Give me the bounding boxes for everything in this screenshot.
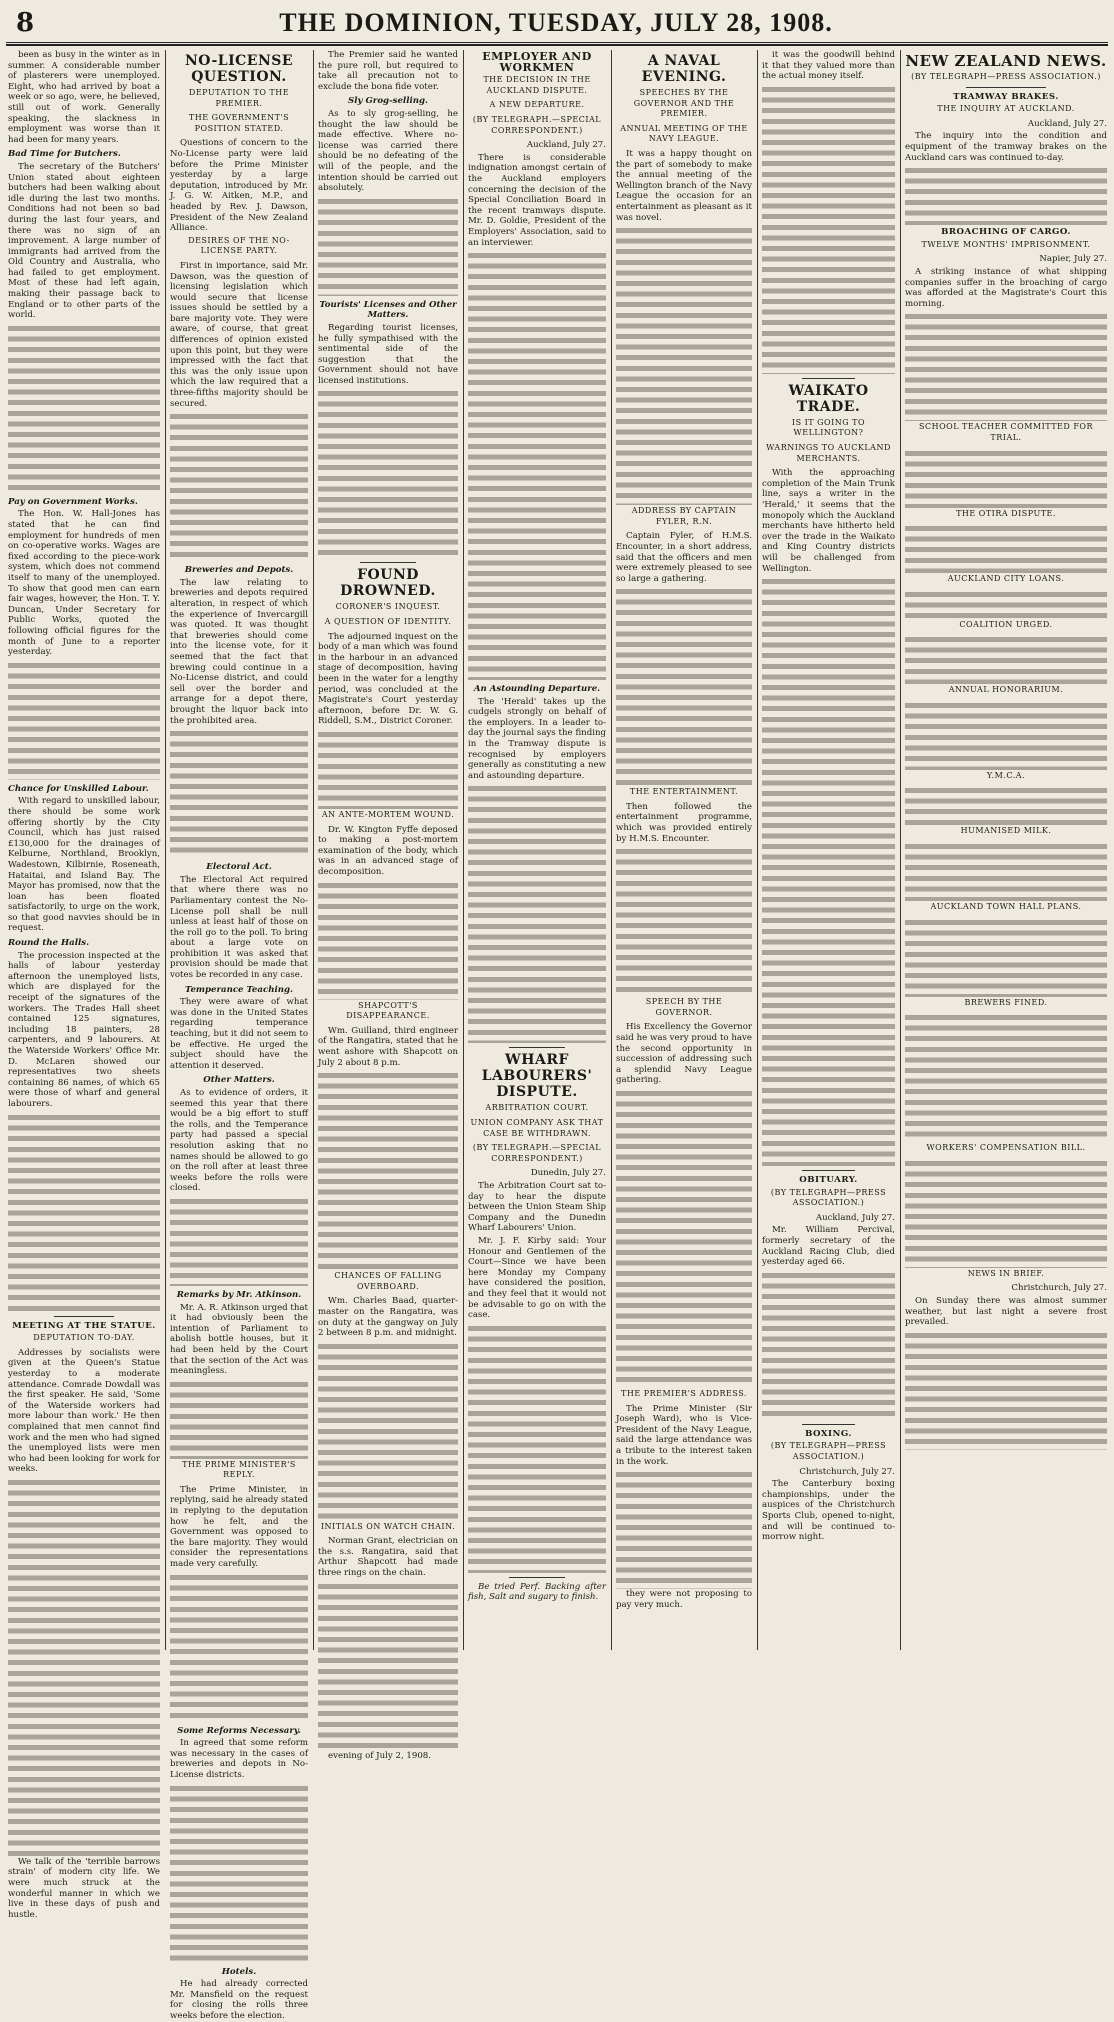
section-heading: ADDRESS BY CAPTAIN FYLER, R.N. <box>631 506 737 526</box>
section-heading: SHAPCOTT'S DISAPPEARANCE. <box>346 1000 430 1021</box>
article-paragraph: The Arbitration Court sat to-day to hear the dispute between the Union Steam Ship Company and the Dunedin Wharf Labourers' Union. <box>468 1181 606 1234</box>
masthead <box>6 4 1108 46</box>
divider <box>360 562 416 563</box>
byline: (BY TELEGRAPH.—SPECIAL CORRESPONDENT.) <box>472 1143 602 1163</box>
article-heading: WHARF LABOURERS' DISPUTE. <box>481 1052 593 1101</box>
article-heading: ANNUAL HONORARIUM. <box>948 685 1064 695</box>
text-block <box>318 729 458 809</box>
article-heading: BREWERS FINED. <box>964 997 1048 1007</box>
article-subheading: ANNUAL MEETING OF THE NAVY LEAGUE. <box>620 123 748 144</box>
article-paragraph: On Sunday there was almost summer weather, but last night a severe frost prevailed. <box>905 1296 1107 1328</box>
article-paragraph: The Canterbury boxing championships, under the auspices of the Christchurch Sports Club, opened to-night, and will be continued to-morrow night. <box>762 1479 895 1543</box>
article-subheading: A NEW DEPARTURE. <box>489 100 585 110</box>
article-paragraph: evening of July 2, 1908. <box>328 1750 432 1761</box>
article-paragraph: Captain Fyler, of H.M.S. Encounter, in a short address, said that the officers and men were extremely pleased to see so large a gathering. <box>616 531 752 584</box>
text-block <box>762 84 895 374</box>
column-rule <box>313 50 314 1650</box>
article-subheading: IS IT GOING TO WELLINGTON? <box>791 417 866 438</box>
subheading: Bad Time for Butchers. <box>8 149 121 160</box>
article-heading: HUMANISED MILK. <box>960 826 1052 836</box>
text-block <box>170 1783 308 1963</box>
section-heading: INITIALS ON WATCH CHAIN. <box>320 1521 456 1531</box>
article-heading: BROACHING OF CARGO. <box>941 227 1071 238</box>
dateline: Auckland, July 27. <box>1027 118 1107 129</box>
text-block <box>8 1112 160 1312</box>
text-block <box>905 785 1107 825</box>
article-heading: MEETING AT THE STATUE. <box>12 1320 156 1331</box>
article-paragraph: The law relating to breweries and depots required alteration, in respect of which the experience of Invercargill was quoted. It was thought that breweries should come into the license vote, for it seemed that the fact that brewing could continue in a No-License district, and could sell over the border and arrange for a depot there, brought the liquor back into the prohibited area. <box>170 577 308 726</box>
column-rule <box>900 50 901 1650</box>
article-paragraph: The Electoral Act required that where there was no Parliamentary contest the No-License poll shall be null unless at least half of those on the roll go to the poll. To bring about a large vote on prohibition it was asked that provision should be made that votes be recorded in any case. <box>170 874 308 981</box>
article-subheading: UNION COMPANY ASK THAT CASE BE WITHDRAWN. <box>470 1118 604 1138</box>
article-paragraph: We talk of the 'terrible barrows strain' of modern city life. We were much struck at the wonderful manner in which we live in these days of push and hustle. <box>8 1856 160 1920</box>
subheading: Temperance Teaching. <box>185 984 293 995</box>
article-paragraph: The secretary of the Butchers' Union stated about eighteen butchers had been walking about idle during the last two months. Conditions had not been so bad during the last four years, and there was no sign of an improvement. A large number of immigrants had arrived from the Old Country and Australia, who had failed to get employment. Most of these had left again, making their passage back to England or to other parts of the world. <box>8 161 160 321</box>
divider <box>802 1170 855 1171</box>
text-block <box>468 1323 606 1573</box>
text-block <box>905 448 1107 508</box>
text-block <box>170 1572 308 1722</box>
article-paragraph: The Prime Minister (Sir Joseph Ward), who is Vice-President of the Navy League, said the large attendance was a tribute to the interest taken in the work. <box>616 1403 752 1467</box>
text-block <box>905 634 1107 684</box>
divider <box>509 1577 564 1578</box>
column-naval-evening <box>616 50 752 1650</box>
text-block <box>318 1581 458 1751</box>
divider <box>54 1316 115 1317</box>
article-subheading: THE GOVERNMENT'S POSITION STATED. <box>188 113 290 133</box>
text-block <box>905 841 1107 901</box>
subheading: An Astounding Departure. <box>473 684 601 695</box>
article-paragraph: First in importance, said Mr. Dawson, was the question of licensing legislation which would secure that license issues should be settled by a bare majority vote. They were aware, of course, that great differences of opinion existed upon this point, but they were impressed with the fact that this was the only issue upon which the law required that a three-fifths majority should be secured. <box>170 260 308 409</box>
article-paragraph: Dr. W. Kington Fyffe deposed to making a post-mortem examination of the body, which was in an advanced stage of decomposition. <box>318 824 458 877</box>
article-paragraph: The Hon. W. Hall-Jones has stated that he can find employment for hundreds of men on co-operative works. Wages are fixed according to the piece-work system, which does not commend itself to many of the unemployed. To show that good men can earn fair wages, however, the Hon. T. Y. Duncan, Under Secretary for Public Works, quoted the following official figures for the month of June to a reporter yesterday. <box>8 509 160 658</box>
dateline: Christchurch, July 27. <box>799 1466 895 1477</box>
subheading: Pay on Government Works. <box>8 496 138 507</box>
subheading: Tourists' Licenses and Other Matters. <box>319 299 457 321</box>
article-subheading: ARBITRATION COURT. <box>485 1103 589 1113</box>
article-heading: TRAMWAY BRAKES. <box>953 91 1059 102</box>
text-block <box>905 1158 1107 1268</box>
article-subheading: CORONER'S INQUEST. <box>335 602 441 612</box>
text-block <box>905 311 1107 421</box>
article-heading: FOUND DROWNED. <box>340 567 436 600</box>
subheading: Chance for Unskilled Labour. <box>8 783 149 794</box>
column-rule <box>611 50 612 1650</box>
article-heading: COALITION URGED. <box>959 619 1053 629</box>
article-heading: BOXING. <box>805 1428 852 1439</box>
article-paragraph: The Prime Minister, in replying, said he already stated in replying to the deputation how he felt, and the Government was opposed to the bare majority. They would consider the representations made very carefully. <box>170 1484 308 1570</box>
article-heading: WAIKATO TRADE. <box>788 382 869 415</box>
section-heading: AN ANTE-MORTEM WOUND. <box>321 810 455 819</box>
page-number: 8 <box>16 8 35 38</box>
column-rule <box>165 50 166 1650</box>
divider <box>802 1424 855 1425</box>
article-paragraph: Questions of concern to the No-License party were laid before the Prime Minister yesterday by a large deputation, introduced by Mr. J. G. W. Aitken, M.P., and headed by Rev. J. Dawson, President of the New Zealand Alliance. <box>170 138 308 234</box>
article-paragraph: The 'Herald' takes up the cudgels strongly on behalf of the employers. In a leader to-day the journal says the finding in the Tramway dispute is recognised by employers generally as constituting a new and astounding departure. <box>468 696 606 781</box>
article-paragraph: it was the goodwill behind it that they valued more than the actual money itself. <box>762 50 895 82</box>
byline: (BY TELEGRAPH—PRESS ASSOCIATION.) <box>770 1187 887 1208</box>
column-rule <box>757 50 758 1650</box>
article-subheading: WARNINGS TO AUCKLAND MERCHANTS. <box>766 442 891 463</box>
text-block <box>8 323 160 493</box>
column-waikato-trade <box>762 50 895 1650</box>
article-paragraph: Then followed the entertainment programme, which was provided entirely by H.M.S. Encounter. <box>616 801 752 844</box>
article-paragraph: It was a happy thought on the part of somebody to make the annual meeting of the Wellington branch of the Navy League the occasion for an entertainment as pleasant as it was novel. <box>616 148 752 223</box>
dateline: Auckland, July 27. <box>526 140 606 151</box>
article-paragraph: He had already corrected Mr. Mansfield on the request for closing the rolls three weeks before the election. <box>170 1979 308 2021</box>
article-heading: NEWS IN BRIEF. <box>967 1268 1045 1278</box>
text-block <box>616 586 752 786</box>
article-paragraph: In agreed that some reform was necessary in the cases of breweries and depots in No-License districts. <box>170 1738 308 1780</box>
article-paragraph: The adjourned inquest on the body of a man which was found in the harbour in an advanced stage of decomposition, having been in the water for a lengthy period, was concluded at the Magistrate's Court yesterday afternoon, before Dr. W. G. Riddell, S.M., District Coroner. <box>318 631 458 727</box>
article-paragraph: Mr. J. F. Kirby said: Your Honour and Gentlemen of the Court—Since we have been here Monday my Company have considered the position, and they feel that it would not be advisable to go on with the case. <box>468 1235 606 1321</box>
text-block <box>468 250 606 680</box>
divider <box>509 1047 564 1048</box>
subheading: Sly Grog-selling. <box>348 96 428 107</box>
text-block <box>762 576 895 1166</box>
subheading: Other Matters. <box>203 1075 275 1086</box>
text-block <box>905 1330 1107 1450</box>
article-paragraph: His Excellency the Governor said he was very proud to have the second opportunity in succession of addressing such a splendid Navy League gathering. <box>616 1022 752 1086</box>
text-block <box>616 1088 752 1388</box>
column-unemployment <box>8 50 160 1920</box>
text-block <box>905 1012 1107 1142</box>
column-no-license <box>170 50 308 2021</box>
text-block <box>905 917 1107 997</box>
article-paragraph: Mr. A. R. Atkinson urged that it had obviously been the intention of Parliament to abolish bottle houses, but it had been held by the Court that the section of the Act was meaningless. <box>170 1302 308 1377</box>
byline: (BY TELEGRAPH—PRESS ASSOCIATION.) <box>911 72 1101 81</box>
subheading: Remarks by Mr. Atkinson. <box>176 1289 302 1300</box>
article-subheading: TWELVE MONTHS' IMPRISONMENT. <box>921 239 1091 249</box>
text-block <box>318 1341 458 1521</box>
advertisement: Be tried Perf. Backing after fish, Salt and sugary to finish. <box>468 1581 606 1603</box>
article-paragraph: As to evidence of orders, it seemed this year that there would be a big effort to stuff the rolls, and the Temperance party had passed a special resolution asking that no names should be allowed to go on the roll after at least three weeks before the rolls were closed. <box>170 1088 308 1194</box>
article-paragraph: Mr. William Percival, formerly secretary of the Auckland Racing Club, died yesterday aged 66. <box>762 1225 895 1268</box>
section-heading: THE PRIME MINISTER'S REPLY. <box>182 1459 296 1480</box>
article-heading: Y.M.C.A. <box>986 770 1026 780</box>
subheading: Hotels. <box>221 1966 257 1977</box>
article-heading: THE OTIRA DISPUTE. <box>956 508 1056 518</box>
article-paragraph: As to sly grog-selling, he thought the law should be made effective. Where no-license was carried there should be no defeating of the will of the people, and the intention should be carried out absolutely. <box>318 108 458 194</box>
section-heading: SPEECH BY THE GOVERNOR. <box>645 997 723 1017</box>
text-block <box>170 1379 308 1459</box>
article-paragraph: They were aware of what was done in the United States regarding temperance teaching, but it did not seem to be effective. He urged the subject should have the attention it deserved. <box>170 997 308 1071</box>
article-paragraph: Wm. Guilland, third engineer of the Rangatira, stated that he went ashore with Shapcott on July 2 about 8 p.m. <box>318 1025 458 1068</box>
byline: (BY TELEGRAPH—PRESS ASSOCIATION.) <box>770 1441 887 1462</box>
text-block <box>8 1477 160 1857</box>
divider <box>802 378 855 379</box>
article-heading: A NAVAL EVENING. <box>641 53 727 85</box>
section-heading: DESIRES OF THE NO-LICENSE PARTY. <box>188 235 290 256</box>
text-block <box>170 1196 308 1286</box>
article-paragraph: There is considerable indignation amongst certain of the Auckland employers concerning the decision of the Special Conciliation Board in the recent tramways dispute. Mr. D. Goldie, President of the Employers' Association, said to an interviewer. <box>468 152 606 248</box>
text-block <box>8 660 160 780</box>
article-heading: WORKERS' COMPENSATION BILL. <box>926 1143 1086 1153</box>
text-block <box>318 196 458 296</box>
article-subheading: DEPUTATION TO-DAY. <box>33 1333 135 1343</box>
article-paragraph: Norman Grant, electrician on the s.s. Rangatira, said that Arthur Shapcott had made three rings on the chain. <box>318 1536 458 1579</box>
text-block <box>762 1270 895 1420</box>
divider <box>966 87 1047 88</box>
article-subheading: THE INQUIRY AT AUCKLAND. <box>937 104 1075 114</box>
dateline: Dunedin, July 27. <box>530 1168 606 1179</box>
text-block <box>616 225 752 505</box>
article-heading: EMPLOYER AND WORKMEN <box>482 50 592 74</box>
article-paragraph: been as busy in the winter as in summer. A considerable number of plasterers were unemployed. Eight, who had arrived by boat a week or so ago, were, he believed, still out of work. Generally speaking, the slackness in employment was worse than it had been for many years. <box>8 50 160 145</box>
article-heading: AUCKLAND TOWN HALL PLANS. <box>930 902 1082 912</box>
masthead-rule <box>6 42 1108 43</box>
article-heading: SCHOOL TEACHER COMMITTED FOR TRIAL. <box>919 422 1093 442</box>
dateline: Napier, July 27. <box>1039 254 1107 265</box>
text-block <box>318 1070 458 1270</box>
section-heading: THE PREMIER'S ADDRESS. <box>621 1389 747 1398</box>
text-block <box>616 846 752 996</box>
subheading: Some Reforms Necessary. <box>177 1725 301 1736</box>
article-subheading: THE DECISION IN THE AUCKLAND DISPUTE. <box>483 75 591 95</box>
subheading: Breweries and Depots. <box>184 565 294 576</box>
text-block <box>905 523 1107 573</box>
article-paragraph: With regard to unskilled labour, there should be some work offering shortly by the City Council, which has just raised £130,000 for the drainages of Kelburne, Northland, Brooklyn, Wadestown, Kilbirnie, Roseneath, Hataitai, and Island Bay. The Mayor has promised, now that the loan has been floated satisfactorily, to urge on the work, so that good navvies should be in request. <box>8 796 160 934</box>
text-block <box>170 411 308 561</box>
article-paragraph: The procession inspected at the halls of labour yesterday afternoon the unemployed lists, which are displayed for the receipt of the signatures of the workers. The Trades Hall sheet contained 125 signatures, including 18 painters, 28 carpenters, and 9 labourers. At the Waterside Workers' Office Mr. D. McLaren showed our representatives two sheets containing 86 names, of which 65 were those of wharf and general labourers. <box>8 950 160 1109</box>
article-paragraph: Addresses by socialists were given at the Queen's Statue yesterday to a moderate attendance. Comrade Dowdall was the first speaker. He said, 'Some of the Waterside workers had more labour than work.' He then complained that men cannot find work and the men who had signed the unemployed lists were men who had been looking for work for weeks. <box>8 1347 160 1475</box>
article-paragraph: The Premier said he wanted the pure roll, but required to take all precaution not to exclude the bona fide voter. <box>318 50 458 92</box>
text-block <box>905 700 1107 770</box>
article-paragraph: Regarding tourist licenses, he fully sympathised with the sentimental side of the suggestion that the Government should not have licensed institutions. <box>318 322 458 386</box>
text-block <box>318 388 458 558</box>
article-heading: NEW ZEALAND NEWS. <box>905 52 1107 70</box>
article-heading: OBITUARY. <box>799 1175 858 1186</box>
article-paragraph: A striking instance of what shipping companies suffer in the broaching of cargo was afforded at the Magistrate's Court this morning. <box>905 266 1107 309</box>
text-block <box>170 728 308 858</box>
article-subheading: A QUESTION OF IDENTITY. <box>324 617 452 627</box>
section-heading: THE ENTERTAINMENT. <box>629 787 739 797</box>
text-block <box>468 783 606 1043</box>
column-found-drowned <box>318 50 458 1761</box>
article-paragraph: they were not proposing to pay very much. <box>616 1589 752 1610</box>
column-employer-workmen <box>468 50 606 1650</box>
article-subheading: DEPUTATION TO THE PREMIER. <box>188 88 290 108</box>
article-heading: NO-LICENSE QUESTION. <box>184 53 294 85</box>
byline: (BY TELEGRAPH.—SPECIAL CORRESPONDENT.) <box>472 114 602 135</box>
section-heading: CHANCES OF FALLING OVERBOARD. <box>334 1271 442 1291</box>
dateline: Auckland, July 27. <box>815 1212 895 1223</box>
text-block <box>905 165 1107 225</box>
article-paragraph: Wm. Charles Baad, quarter-master on the Rangatira, was on duty at the gangway on July 2 between 8 p.m. and midnight. <box>318 1296 458 1339</box>
column-new-zealand-news <box>905 50 1107 1650</box>
column-rule <box>463 50 464 1650</box>
subheading: Electoral Act. <box>206 862 272 873</box>
article-paragraph: With the approaching completion of the Main Trunk line, says a writer in the 'Herald,' it seems that the monopoly which the Auckland merchants have hitherto held over the trade in the Waikato and King Country districts will be challenged from Wellington. <box>762 468 895 574</box>
subheading: Round the Halls. <box>8 938 90 949</box>
text-block <box>318 880 458 1000</box>
text-block <box>905 589 1107 619</box>
text-block <box>616 1469 752 1589</box>
article-paragraph: The inquiry into the condition and equipment of the tramway brakes on the Auckland cars was continued to-day. <box>905 131 1107 163</box>
newspaper-title: THE DOMINION, TUESDAY, JULY 28, 1908. <box>279 8 833 37</box>
article-subheading: SPEECHES BY THE GOVERNOR AND THE PREMIER. <box>633 88 735 119</box>
article-heading: AUCKLAND CITY LOANS. <box>947 574 1065 584</box>
dateline: Christchurch, July 27. <box>1011 1283 1107 1294</box>
